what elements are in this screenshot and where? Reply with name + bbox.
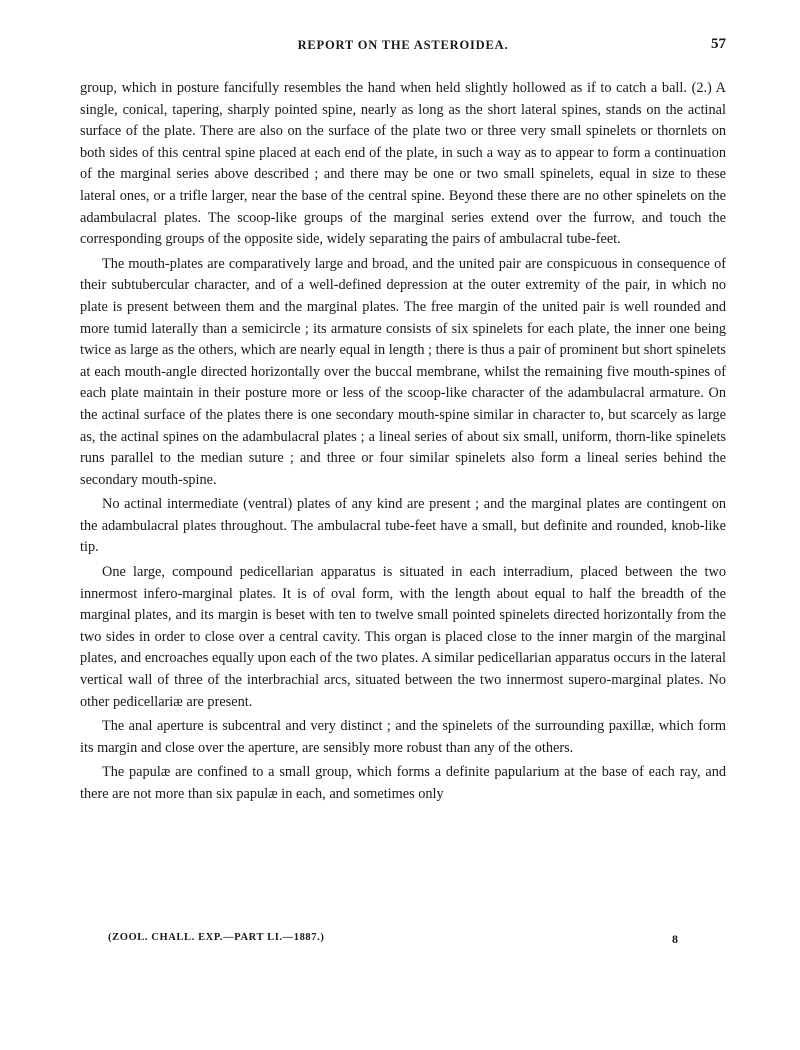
footer-citation: (ZOOL. CHALL. EXP.—PART LI.—1887.) [108, 932, 325, 943]
body-text [80, 78, 726, 809]
paragraph-continuation: group, which in posture fancifully resembles the hand when held slightly hollowed as if to catch a ball. (2.) A single, conical, tapering, sharply pointed spine, nearly as long as the short lateral spines, stands on the actinal surface of the plate. There are also on the surface of the plate two or three very small spinelets or thornlets on both sides of this central spine placed at each end of the plate, in such a way as to appear to form a continuation of the marginal series above described ; and there may be one or two small spinelets, equal in size to these lateral ones, or a trifle larger, near the base of the central spine. Beyond these there are no other spinelets on the adambulacral plates. The scoop-like groups of the marginal series extend over the furrow, and touch the corresponding groups of the opposite side, widely separating the pairs of ambulacral tube-feet. [80, 80, 726, 248]
paragraph-papulae: The papulæ are confined to a small group, which forms a definite papularium at the base of each ray, and there are not more than six papulæ in each, and sometimes only [80, 764, 726, 802]
paragraph-pedicellarian: One large, compound pedicellarian apparatus is situated in each interradium, placed between the two innermost infero-marginal plates. It is of oval form, with the length about equal to half the breadth of the marginal plates, and its margin is beset with ten to twelve small pointed spinelets directed horizontally from the two sides in order to close over a central cavity. This organ is placed close to the inner margin of the marginal plates, and encroaches equally upon each of the two plates. A similar pedicellarian apparatus occurs in the lateral vertical wall of three of the interbrachial arcs, situated between the two innermost supero-marginal plates. No other pedicellariæ are present. [80, 564, 726, 710]
paragraph-mouth-plates: The mouth-plates are comparatively large and broad, and the united pair are conspicuous in consequence of their subtubercular character, and of a well-defined depression at the outer extremity of the pair, in which no plate is present between them and the marginal plates. The free margin of the united pair is well rounded and more tumid laterally than a semicircle ; its armature consists of six spinelets for each plate, the inner one being twice as large as the others, which are nearly equal in length ; there is thus a pair of prominent but short spinelets at each mouth-angle directed horizontally over the buccal membrane, whilst the remaining five mouth-spines of each plate maintain in their posture more or less of the scoop-like character of the adambulacral armature. On the actinal surface of the plates there is one secondary mouth-spine similar in character to, but scarcely as large as, the actinal spines on the adambulacral plates ; a lineal series of about six small, uniform, thorn-like spinelets runs parallel to the median suture ; and three or four similar spinelets also form a lineal series behind the secondary mouth-spine. [80, 255, 726, 488]
signature-mark: 8 [672, 932, 678, 946]
running-title: REPORT ON THE ASTEROIDEA. [297, 38, 509, 52]
footer [108, 932, 678, 952]
paragraph-actinal-intermediate: No actinal intermediate (ventral) plates of any kind are present ; and the marginal plates are contingent on the adambulacral plates throughout. The ambulacral tube-feet have a small, but definite and rounded, knob-like tip. [80, 496, 726, 556]
paragraph-anal-aperture: The anal aperture is subcentral and very distinct ; and the spinelets of the surrounding paxillæ, which form its margin and close over the aperture, are sensibly more robust than any of the others. [80, 718, 726, 756]
running-head [80, 38, 726, 60]
page-number: 57 [711, 36, 726, 52]
